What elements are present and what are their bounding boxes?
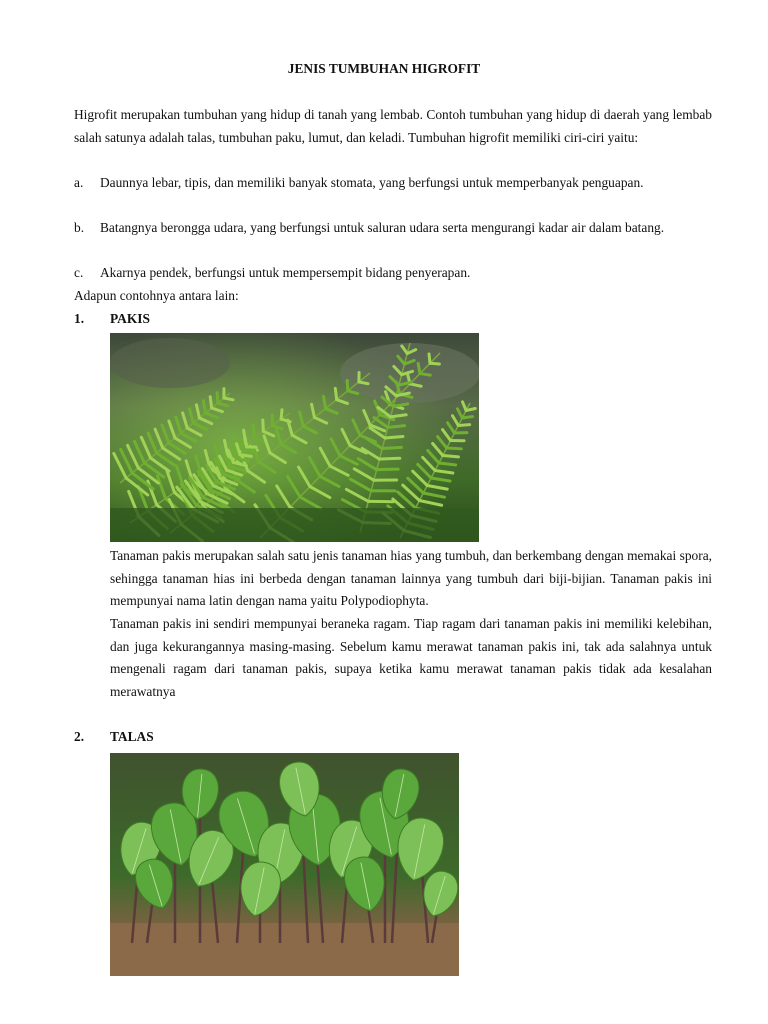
document-title: JENIS TUMBUHAN HIGROFIT	[287, 61, 481, 76]
section-title: PAKIS	[110, 311, 150, 326]
list-letter: b.	[74, 220, 85, 235]
characteristic-item-c	[74, 262, 712, 285]
pakis-paragraph-1: Tanaman pakis merupakan salah satu jenis tanaman hias yang tumbuh, dan berkembang dengan memakai spora, sehingga tanaman hias ini berbeda dengan tanaman lainnya yang tumbuh dari biji-bijian. Tanaman pakis ini mempunyai nama latin dengan nama yaitu Polypodiophyta.	[110, 548, 712, 609]
list-text: Akarnya pendek, berfungsi untuk mempersempit bidang penyerapan.	[100, 265, 471, 280]
fern-photo	[110, 333, 479, 542]
characteristic-item-a	[74, 172, 712, 195]
list-text: Daunnya lebar, tipis, dan memiliki banyak stomata, yang berfungsi untuk memperbanyak penguapan.	[100, 175, 644, 190]
section-number: 2.	[74, 729, 85, 744]
intro-paragraph: Higrofit merupakan tumbuhan yang hidup di tanah yang lembab. Contoh tumbuhan yang hidup di daerah yang lembab salah satunya adalah talas, tumbuhan paku, lumut, dan keladi. Tumbuhan higrofit memiliki ciri-ciri yaitu:	[74, 107, 712, 145]
list-letter: a.	[74, 175, 84, 190]
pakis-paragraph-2: Tanaman pakis ini sendiri mempunyai beraneka ragam. Tiap ragam dari tanaman pakis ini memiliki kelebihan, dan juga kekurangannya masing-masing. Sebelum kamu merawat tanaman pakis ini, tak ada salahnya untuk mengenali ragam dari tanaman pakis, supaya ketika kamu merawat tanaman pakis tidak ada kesalahan merawatnya	[110, 616, 712, 699]
section-title: TALAS	[110, 729, 154, 744]
taro-photo	[110, 753, 459, 976]
characteristic-item-b	[74, 217, 712, 240]
section-number: 1.	[74, 311, 85, 326]
examples-intro: Adapun contohnya antara lain:	[74, 288, 239, 303]
list-letter: c.	[74, 265, 84, 280]
list-text: Batangnya berongga udara, yang berfungsi untuk saluran udara serta mengurangi kadar air dalam batang.	[100, 220, 665, 235]
